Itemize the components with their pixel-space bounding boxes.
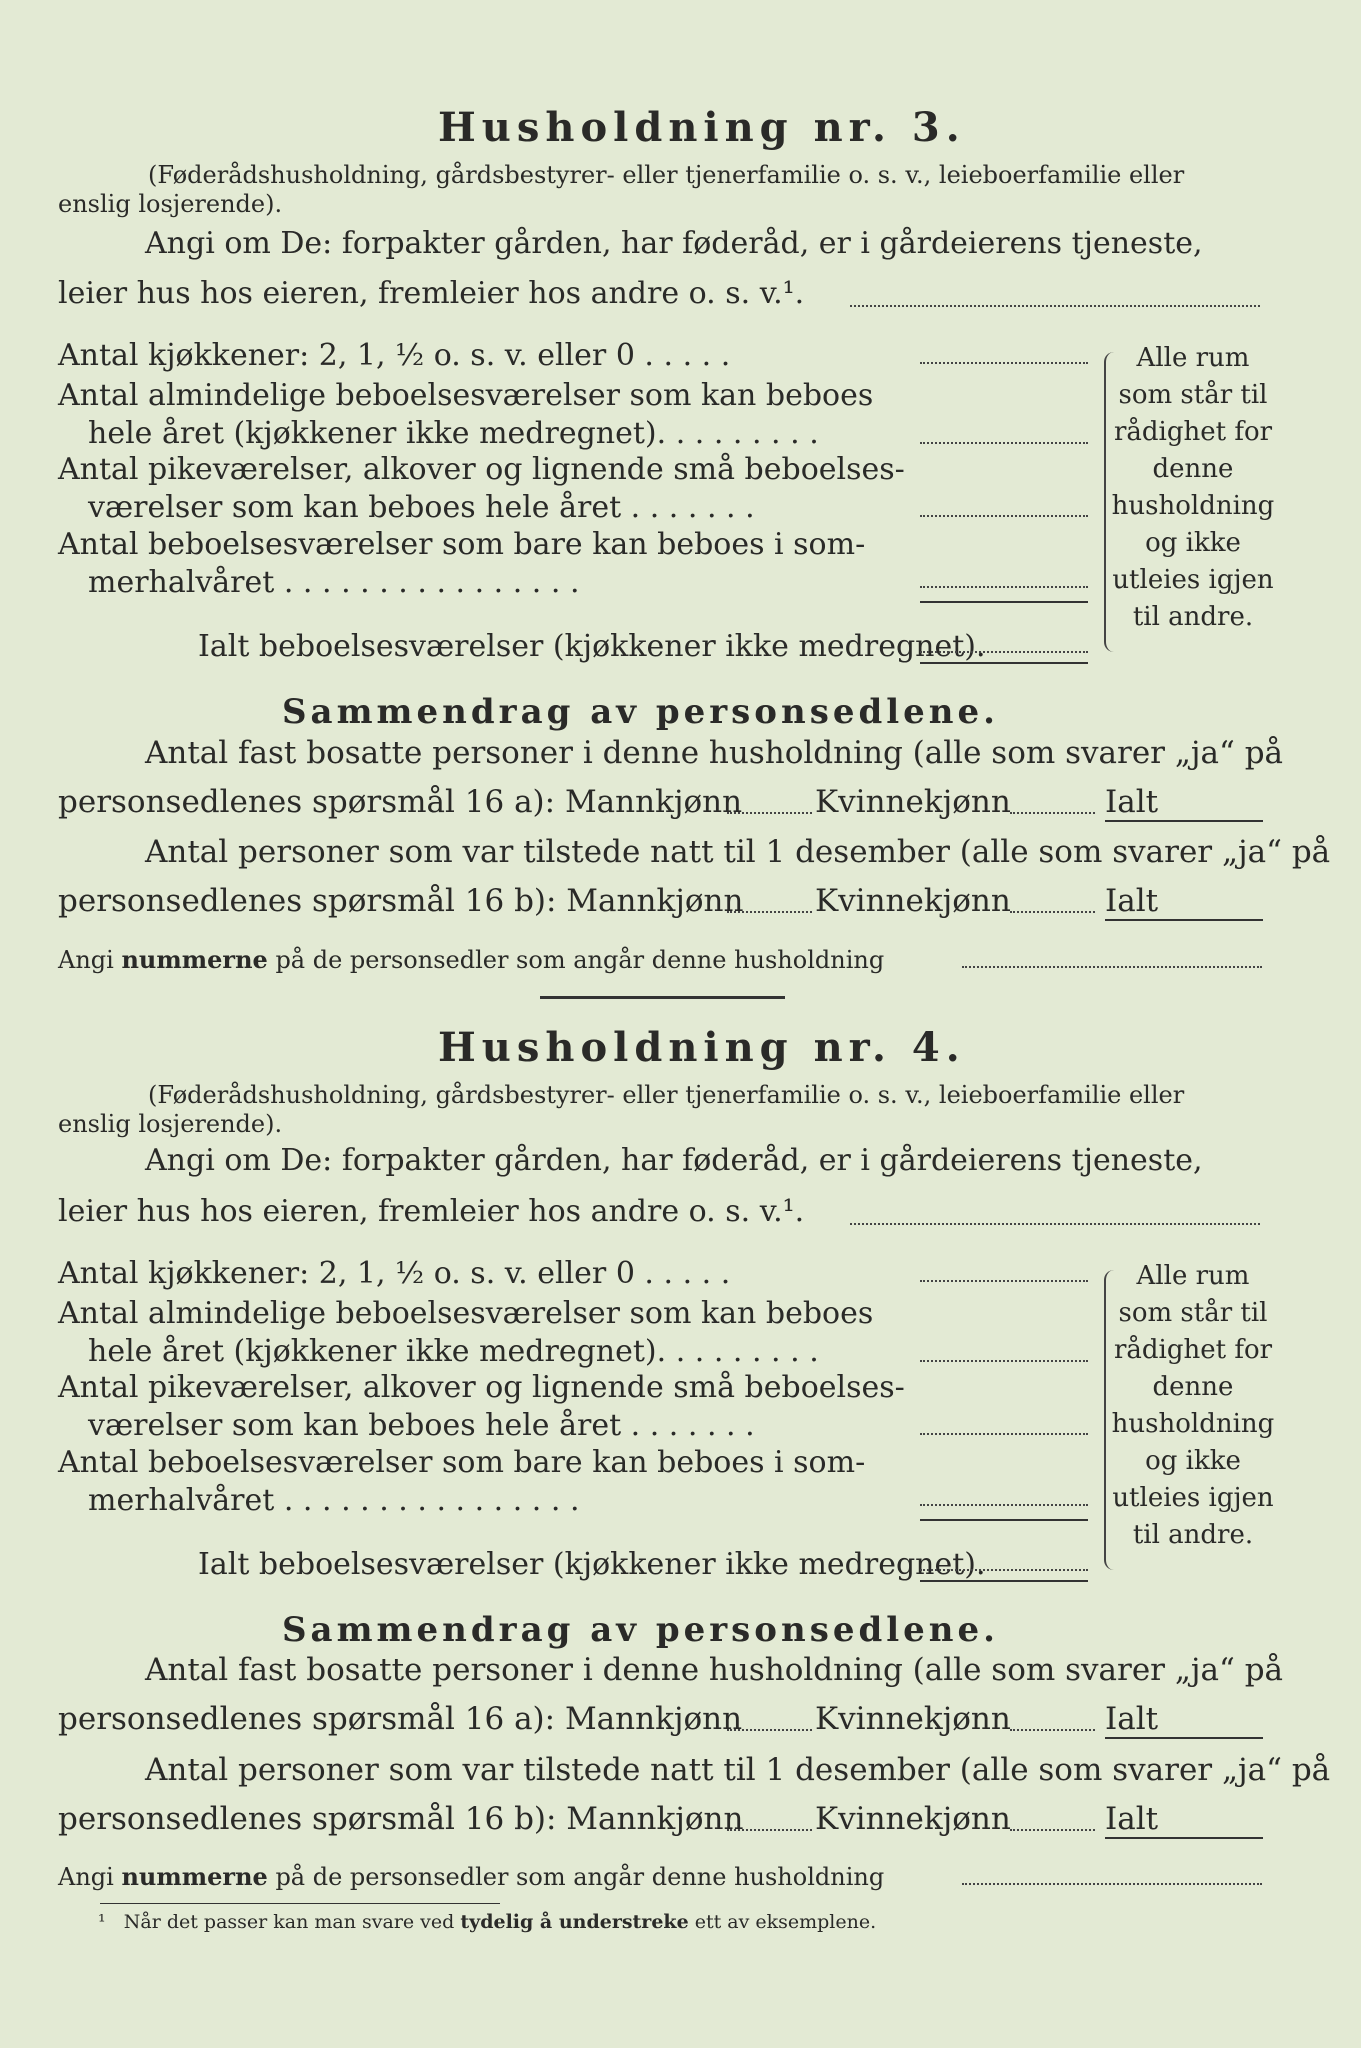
footnote-suffix: ett av eksemplene.: [694, 1911, 877, 1933]
household-4-fast-line-1: Antal fast bosatte personer i denne husholdning (alle som svarer „ja“ på: [145, 1652, 1284, 1688]
household-3-present-female-field[interactable]: [1010, 911, 1095, 913]
household-3-summer-2: merhalvåret . . . . . . . . . . . . . . . .: [88, 565, 580, 600]
household-3-side-note: Alle rum som står til rådighet for denne husholdning og ikke utleies igjen til andre.: [1111, 343, 1275, 632]
household-3-angi-line-1: Angi om De: forpakter gården, har føderåd, er i gårdeierens tjeneste,: [145, 226, 1203, 261]
household-4-summer-1: Antal beboelsesværelser som bare kan beboes i som-: [58, 1445, 866, 1480]
household-4-present-total-label: Ialt: [1105, 1801, 1159, 1837]
household-3-angi-answer-field[interactable]: [850, 305, 1260, 307]
household-3-present-total-field[interactable]: [1105, 919, 1263, 921]
household-3-numbers-line: [58, 945, 884, 974]
household-4-ordinary-1: Antal almindelige beboelsesværelser som kan beboes: [58, 1296, 874, 1331]
household-4-title: Husholdning nr. 4.: [438, 1024, 966, 1071]
household-3-total: Ialt beboelsesværelser (kjøkkener ikke medregnet).: [198, 629, 986, 664]
household-3-ordinary-1: Antal almindelige beboelsesværelser som kan beboes: [58, 378, 874, 413]
household-4-fast-total-field[interactable]: [1105, 1737, 1263, 1739]
household-3-maid-1: Antal pikeværelser, alkover og lignende små beboelses-: [58, 452, 905, 487]
household-3-total-rule: [920, 662, 1088, 664]
household-4-summer-2: merhalvåret . . . . . . . . . . . . . . . .: [88, 1483, 580, 1518]
household-3-present-total-label: Ialt: [1105, 883, 1159, 919]
household-4-fast-female-field[interactable]: [1010, 1729, 1095, 1731]
household-3-angi-line-2: leier hus hos eieren, fremleier hos andre o. s. v.¹.: [58, 276, 805, 311]
household-4-maid-1: Antal pikeværelser, alkover og lignende små beboelses-: [58, 1370, 905, 1405]
footnote: [98, 1911, 876, 1933]
household-4-subtitle-1: (Føderådshusholdning, gårdsbestyrer- eller tjenerfamilie o. s. v., leieboerfamilie eller: [148, 1081, 1185, 1109]
household-3-present-line-1: Antal personer som var tilstede natt til 1 desember (alle som svarer „ja“ på: [145, 834, 1331, 870]
household-4-total: Ialt beboelsesværelser (kjøkkener ikke medregnet).: [198, 1547, 986, 1582]
household-4-angi-answer-field[interactable]: [850, 1223, 1260, 1225]
household-3-ordinary-2: hele året (kjøkkener ikke medregnet). . . . . . . . .: [88, 416, 819, 451]
household-4-numbers-field[interactable]: [962, 1883, 1262, 1885]
household-3-subtitle-1: (Føderådshusholdning, gårdsbestyrer- eller tjenerfamilie o. s. v., leieboerfamilie eller: [148, 161, 1185, 189]
household-4-numbers-prefix: Angi: [58, 1863, 114, 1891]
household-4-subtitle-2: enslig losjerende).: [58, 1110, 283, 1138]
household-3-present-line-2: personsedlenes spørsmål 16 b): Mannkjønn: [58, 883, 744, 919]
household-3-numbers-field[interactable]: [962, 966, 1262, 968]
household-4-summary-title: Sammendrag av personsedlene.: [282, 1610, 999, 1650]
household-4-total-rule: [920, 1580, 1088, 1582]
household-4-rooms-sum-rule: [920, 1519, 1088, 1521]
household-3-numbers-prefix: Angi: [58, 946, 114, 974]
household-3-present-female-label: Kvinnekjønn: [815, 883, 1011, 919]
household-4-present-female-field[interactable]: [1010, 1829, 1095, 1831]
household-3-summer-field[interactable]: [920, 586, 1088, 588]
household-3-summer-1: Antal beboelsesværelser som bare kan beboes i som-: [58, 527, 866, 562]
section-divider: [540, 996, 785, 999]
footnote-rule: [100, 1903, 500, 1904]
household-4-ordinary-2: hele året (kjøkkener ikke medregnet). . . . . . . . .: [88, 1334, 819, 1369]
household-3-fast-female-label: Kvinnekjønn: [815, 784, 1011, 820]
household-3-kitchens-field[interactable]: [920, 362, 1088, 364]
household-3-present-male-field[interactable]: [727, 911, 812, 913]
household-4-maid-2: værelser som kan beboes hele året . . . . . . .: [88, 1408, 755, 1443]
footnote-prefix: Når det passer kan man svare ved: [123, 1911, 455, 1933]
household-4-fast-male-field[interactable]: [727, 1729, 812, 1731]
household-3-numbers-rest: på de personsedler som angår denne husholdning: [275, 946, 885, 974]
household-4-present-male-field[interactable]: [727, 1829, 812, 1831]
household-4-present-line-1: Antal personer som var tilstede natt til 1 desember (alle som svarer „ja“ på: [145, 1752, 1331, 1788]
household-4-present-female-label: Kvinnekjønn: [815, 1801, 1011, 1837]
household-4-angi-line-1: Angi om De: forpakter gården, har føderåd, er i gårdeierens tjeneste,: [145, 1143, 1203, 1178]
footnote-mark: ¹: [98, 1911, 106, 1933]
household-4-numbers-line: [58, 1862, 884, 1891]
household-4-summer-field[interactable]: [920, 1504, 1088, 1506]
household-4-present-line-2: personsedlenes spørsmål 16 b): Mannkjønn: [58, 1801, 744, 1837]
household-4-numbers-rest: på de personsedler som angår denne husholdning: [275, 1863, 885, 1891]
household-4-fast-line-2: personsedlenes spørsmål 16 a): Mannkjønn: [58, 1701, 743, 1737]
household-3-fast-total-field[interactable]: [1105, 820, 1263, 822]
household-3-fast-total-label: Ialt: [1105, 784, 1159, 820]
household-3-maid-2: værelser som kan beboes hele året . . . . . . .: [88, 490, 755, 525]
household-4-kitchens-field[interactable]: [920, 1280, 1088, 1282]
household-4-maid-field[interactable]: [920, 1433, 1088, 1435]
household-4-numbers-bold: nummerne: [121, 1862, 268, 1891]
household-3-total-field[interactable]: [920, 651, 1088, 653]
household-4-ordinary-field[interactable]: [920, 1360, 1088, 1362]
household-3-fast-male-field[interactable]: [727, 812, 812, 814]
household-3-subtitle-2: enslig losjerende).: [58, 190, 283, 218]
household-3-summary-title: Sammendrag av personsedlene.: [282, 692, 999, 732]
household-3-rooms-sum-rule: [920, 601, 1088, 603]
footnote-bold: tydelig å understreke: [460, 1911, 689, 1933]
household-3-ordinary-field[interactable]: [920, 442, 1088, 444]
household-4-present-total-field[interactable]: [1105, 1837, 1263, 1839]
household-4-fast-total-label: Ialt: [1105, 1701, 1159, 1737]
household-3-fast-line-1: Antal fast bosatte personer i denne husholdning (alle som svarer „ja“ på: [145, 735, 1284, 771]
household-3-fast-female-field[interactable]: [1010, 812, 1095, 814]
household-3-kitchens: Antal kjøkkener: 2, 1, ½ o. s. v. eller 0 . . . . .: [58, 338, 731, 373]
household-4-side-note: Alle rum som står til rådighet for denne husholdning og ikke utleies igjen til andre.: [1111, 1261, 1275, 1550]
household-4-total-field[interactable]: [920, 1569, 1088, 1571]
household-3-maid-field[interactable]: [920, 515, 1088, 517]
household-3-title: Husholdning nr. 3.: [438, 104, 966, 151]
household-4-angi-line-2: leier hus hos eieren, fremleier hos andre o. s. v.¹.: [58, 1194, 805, 1229]
household-4-kitchens: Antal kjøkkener: 2, 1, ½ o. s. v. eller 0 . . . . .: [58, 1256, 731, 1291]
household-3-fast-line-2: personsedlenes spørsmål 16 a): Mannkjønn: [58, 784, 743, 820]
household-4-fast-female-label: Kvinnekjønn: [815, 1701, 1011, 1737]
household-3-numbers-bold: nummerne: [121, 945, 268, 974]
